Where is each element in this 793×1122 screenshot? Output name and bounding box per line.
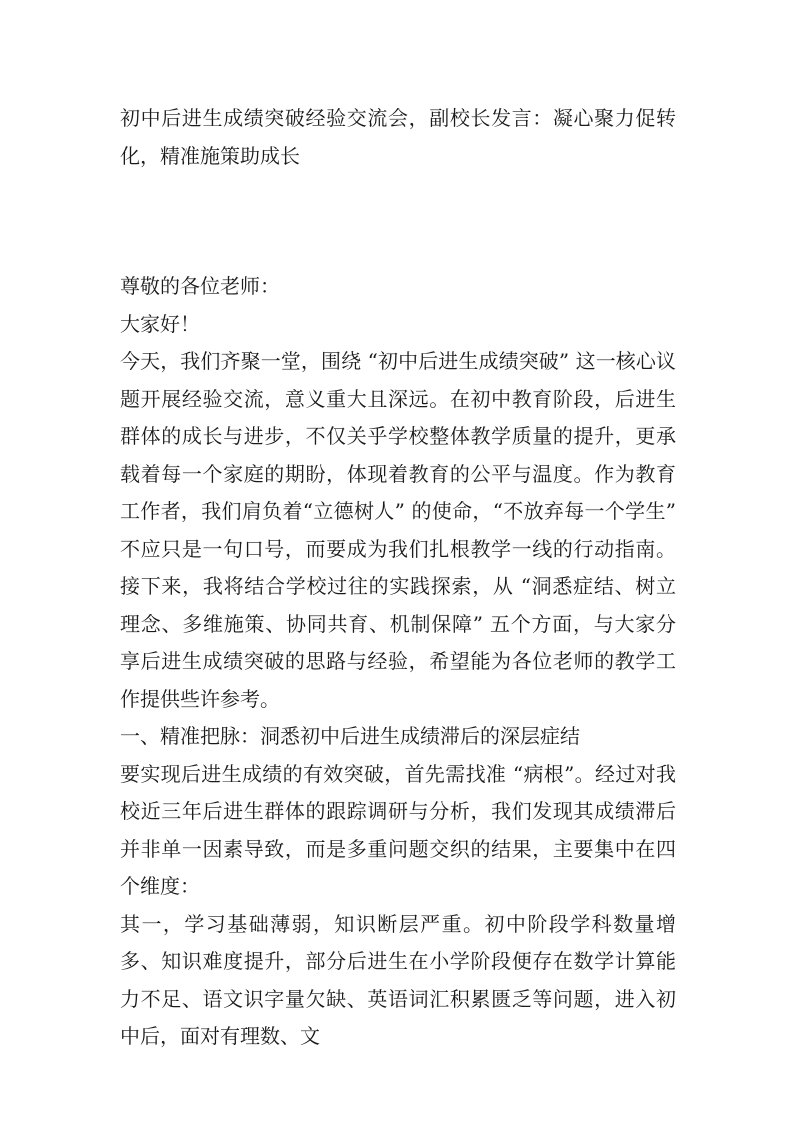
paragraph-point-1: 其一，学习基础薄弱，知识断层严重。初中阶段学科数量增多、知识难度提升，部分后进生在小学阶段便存在数学计算能力不足、语文识字量欠缺、英语词汇积累匮乏等问题，进入初中后，面对有理数、文 [120,911,676,1048]
blank-space [120,175,676,268]
paragraph-section-1: 要实现后进生成绩的有效突破，首先需找准 “病根”。经过对我校近三年后进生群体的跟踪调研与分析，我们发现其成绩滞后并非单一因素导致，而是多重问题交织的结果，主要集中在四个维度： [120,761,676,898]
section-heading-1: 一、精准把脉：洞悉初中后进生成绩滞后的深层症结 [120,724,580,748]
document-body [120,100,676,1056]
greeting: 大家好！ [120,311,200,336]
salutation: 尊敬的各位老师： [120,274,280,298]
paragraph-intro: 今天，我们齐聚一堂，围绕 “初中后进生成绩突破” 这一核心议题开展经验交流，意义重大且深远。在初中教育阶段，后进生群体的成长与进步，不仅关乎学校整体教学质量的提升，更承载着每一个家庭的期盼，体现着教育的公平与温度。作为教育工作者，我们肩负着“立德树人” 的使命，“不放弃每一个学生” 不应只是一句口号，而要成为我们扎根教学一线的行动指南。接下来，我将结合学校过往的实践探索，从 “洞悉症结、树立理念、多维施策、协同共育、机制保障” 五个方面，与大家分享后进生成绩突破的思路与经验，希望能为各位老师的教学工作提供些许参考。 [120,349,676,711]
document-title: 初中后进生成绩突破经验交流会，副校长发言：凝心聚力促转化，精准施策助成长 [120,106,676,168]
